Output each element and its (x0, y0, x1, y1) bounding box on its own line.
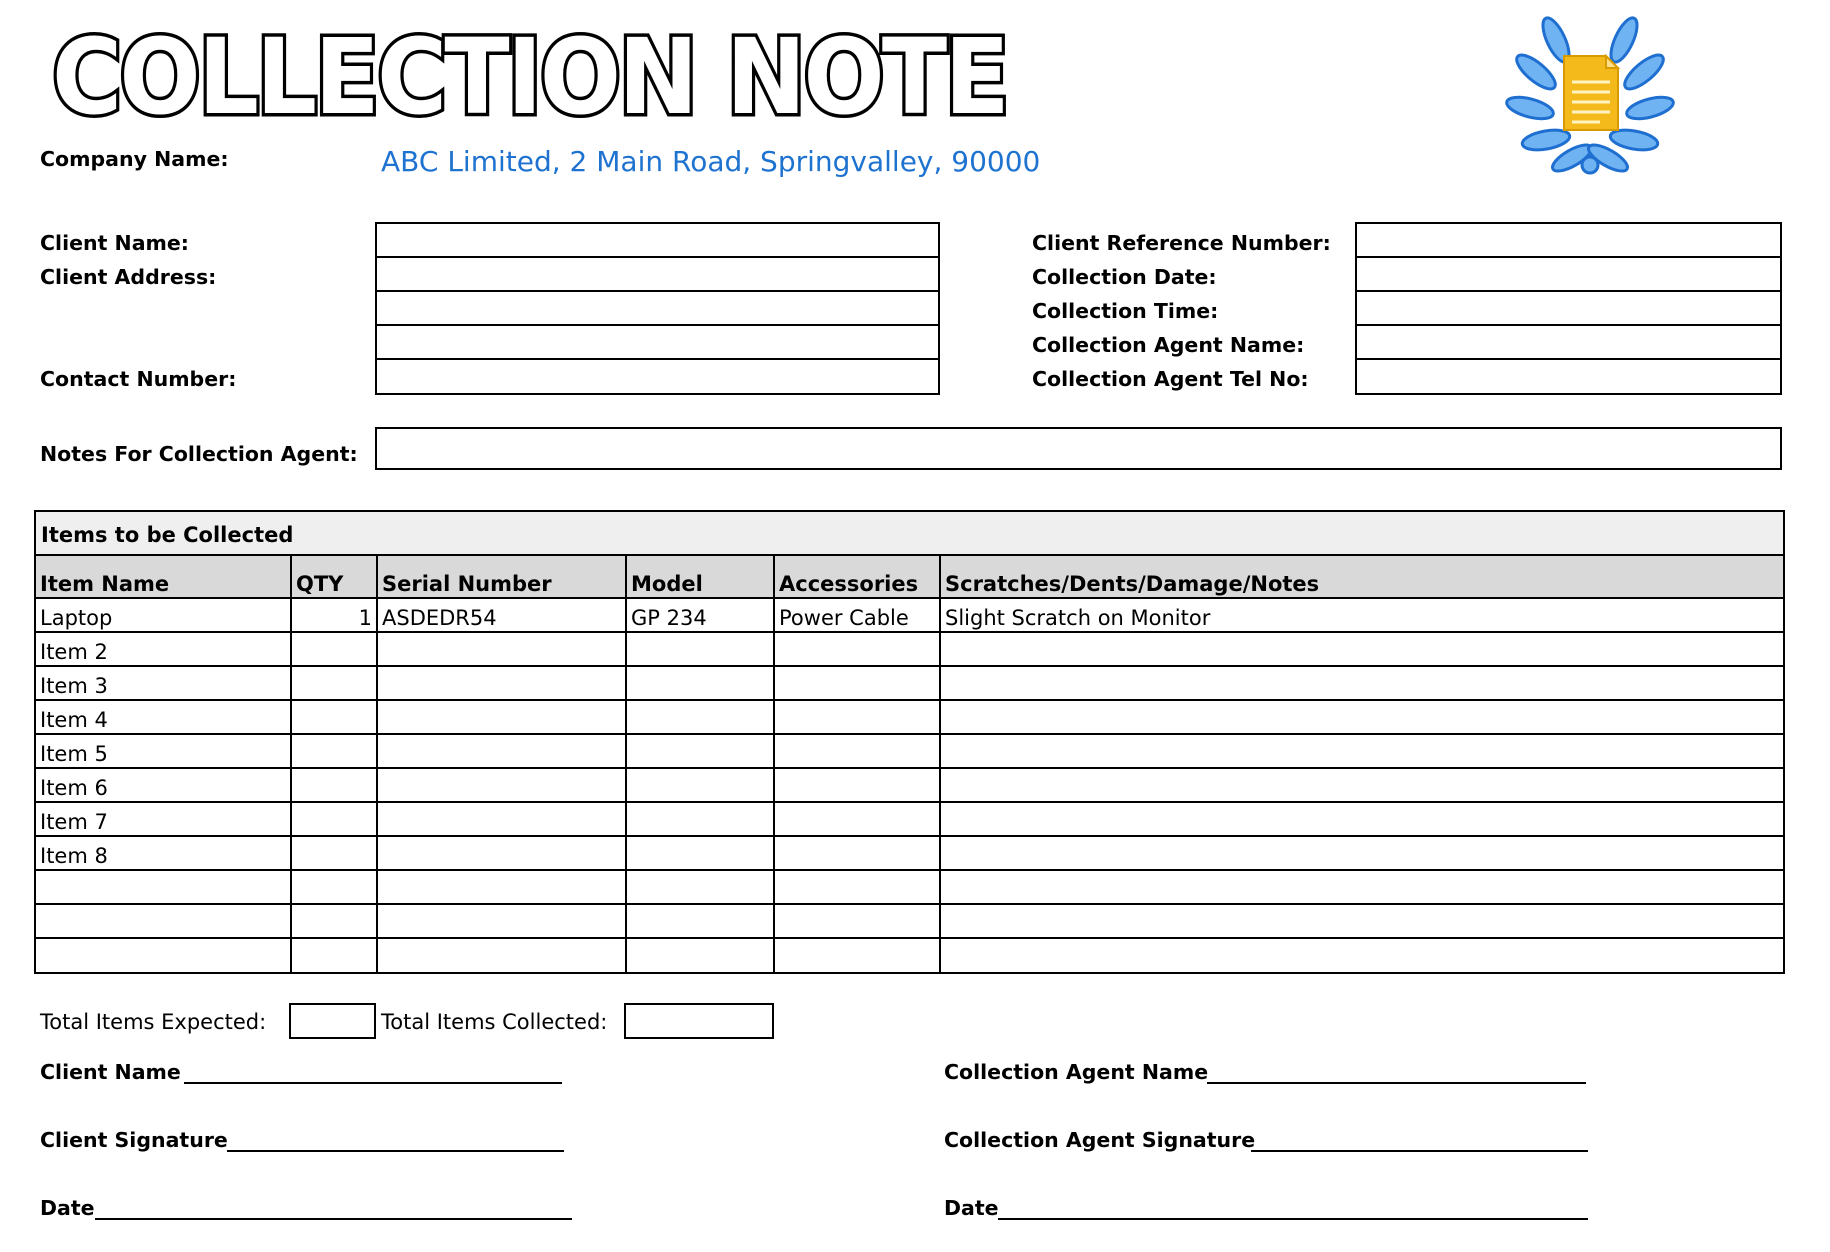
cell-accessories[interactable] (774, 870, 940, 904)
cell-item-name[interactable]: Item 2 (36, 632, 291, 666)
cell-item-name[interactable] (36, 938, 291, 972)
column-header-qty: QTY (291, 556, 377, 598)
cell-item-name[interactable]: Item 8 (36, 836, 291, 870)
cell-item-name[interactable]: Laptop (36, 598, 291, 632)
column-header-item-name: Item Name (36, 556, 291, 598)
cell-model[interactable] (626, 632, 774, 666)
cell-qty[interactable] (291, 870, 377, 904)
cell-serial-number[interactable] (377, 802, 626, 836)
table-row (36, 836, 1783, 870)
cell-item-name[interactable]: Item 4 (36, 700, 291, 734)
cell-notes[interactable] (940, 938, 1783, 972)
cell-qty[interactable] (291, 632, 377, 666)
cell-qty[interactable] (291, 734, 377, 768)
table-row (36, 734, 1783, 768)
total-items-expected-label: Total Items Expected: (40, 1010, 267, 1034)
cell-qty[interactable] (291, 802, 377, 836)
cell-model[interactable] (626, 938, 774, 972)
client-date-label: Date (40, 1196, 95, 1220)
contact-number-field[interactable] (377, 360, 938, 394)
cell-item-name[interactable]: Item 7 (36, 802, 291, 836)
cell-item-name[interactable]: Item 3 (36, 666, 291, 700)
column-header-notes: Scratches/Dents/Damage/Notes (940, 556, 1783, 598)
notes-field[interactable] (375, 427, 1782, 470)
cell-notes[interactable] (940, 666, 1783, 700)
cell-accessories[interactable]: Power Cable (774, 598, 940, 632)
cell-model[interactable]: GP 234 (626, 598, 774, 632)
cell-qty[interactable]: 1 (291, 598, 377, 632)
cell-accessories[interactable] (774, 700, 940, 734)
cell-serial-number[interactable]: ASDEDR54 (377, 598, 626, 632)
table-row (36, 666, 1783, 700)
client-name-field[interactable] (377, 224, 938, 258)
client-address-field-line-3[interactable] (377, 326, 938, 360)
collection-agent-name-label: Collection Agent Name: (1032, 333, 1305, 357)
total-items-collected-label: Total Items Collected: (381, 1010, 608, 1034)
client-address-label: Client Address: (40, 265, 217, 289)
cell-serial-number[interactable] (377, 700, 626, 734)
client-name-signature-label: Client Name (40, 1060, 181, 1084)
agent-signature-line[interactable] (1251, 1128, 1588, 1152)
client-info-fields (375, 222, 940, 395)
cell-serial-number[interactable] (377, 904, 626, 938)
cell-notes[interactable] (940, 870, 1783, 904)
agent-name-signature-label: Collection Agent Name (944, 1060, 1209, 1084)
column-header-model: Model (626, 556, 774, 598)
company-name-value: ABC Limited, 2 Main Road, Springvalley, 90000 (381, 145, 1041, 178)
cell-serial-number[interactable] (377, 768, 626, 802)
cell-model[interactable] (626, 666, 774, 700)
contact-number-label: Contact Number: (40, 367, 237, 391)
cell-serial-number[interactable] (377, 836, 626, 870)
cell-notes[interactable] (940, 632, 1783, 666)
cell-model[interactable] (626, 768, 774, 802)
collection-time-field[interactable] (1357, 292, 1780, 326)
table-row (36, 938, 1783, 972)
collection-info-fields (1355, 222, 1782, 395)
table-row (36, 598, 1783, 632)
table-row (36, 802, 1783, 836)
cell-model[interactable] (626, 700, 774, 734)
cell-accessories[interactable] (774, 632, 940, 666)
collection-agent-tel-label: Collection Agent Tel No: (1032, 367, 1309, 391)
cell-qty[interactable] (291, 836, 377, 870)
client-signature-line[interactable] (227, 1128, 564, 1152)
notes-label: Notes For Collection Agent: (40, 442, 358, 466)
items-table-caption: Items to be Collected (36, 512, 1783, 556)
cell-serial-number[interactable] (377, 870, 626, 904)
collection-agent-name-field[interactable] (1357, 326, 1780, 360)
cell-serial-number[interactable] (377, 938, 626, 972)
agent-date-label: Date (944, 1196, 999, 1220)
cell-model[interactable] (626, 836, 774, 870)
cell-notes[interactable] (940, 734, 1783, 768)
cell-accessories[interactable] (774, 836, 940, 870)
cell-notes[interactable]: Slight Scratch on Monitor (940, 598, 1783, 632)
page-title-text: COLLECTION NOTE (52, 18, 1007, 128)
cell-item-name[interactable]: Item 6 (36, 768, 291, 802)
client-name-label: Client Name: (40, 231, 189, 255)
cell-notes[interactable] (940, 802, 1783, 836)
items-header-row (36, 556, 1783, 598)
cell-serial-number[interactable] (377, 734, 626, 768)
company-name-label: Company Name: (40, 147, 229, 171)
cell-accessories[interactable] (774, 802, 940, 836)
agent-signature-label: Collection Agent Signature (944, 1128, 1256, 1152)
agent-date-line[interactable] (998, 1196, 1588, 1220)
cell-notes[interactable] (940, 768, 1783, 802)
cell-notes[interactable] (940, 836, 1783, 870)
cell-serial-number[interactable] (377, 666, 626, 700)
total-items-expected-field[interactable] (289, 1003, 376, 1039)
cell-item-name[interactable] (36, 870, 291, 904)
table-row (36, 700, 1783, 734)
cell-model[interactable] (626, 734, 774, 768)
collection-date-field[interactable] (1357, 258, 1780, 292)
cell-model[interactable] (626, 870, 774, 904)
cell-accessories[interactable] (774, 904, 940, 938)
client-date-line[interactable] (95, 1196, 572, 1220)
table-row (36, 632, 1783, 666)
cell-notes[interactable] (940, 904, 1783, 938)
client-address-field-line-1[interactable] (377, 258, 938, 292)
cell-accessories[interactable] (774, 666, 940, 700)
collection-date-label: Collection Date: (1032, 265, 1217, 289)
client-address-field-line-2[interactable] (377, 292, 938, 326)
cell-qty[interactable] (291, 768, 377, 802)
laurel-document-icon (1500, 10, 1680, 180)
cell-qty[interactable] (291, 666, 377, 700)
cell-item-name[interactable] (36, 904, 291, 938)
cell-accessories[interactable] (774, 734, 940, 768)
cell-serial-number[interactable] (377, 632, 626, 666)
agent-name-line[interactable] (1207, 1060, 1586, 1084)
client-name-line[interactable] (184, 1060, 562, 1084)
collection-agent-tel-field[interactable] (1357, 360, 1780, 394)
client-reference-label: Client Reference Number: (1032, 231, 1331, 255)
cell-model[interactable] (626, 802, 774, 836)
table-row (36, 768, 1783, 802)
cell-item-name[interactable]: Item 5 (36, 734, 291, 768)
client-reference-field[interactable] (1357, 224, 1780, 258)
cell-qty[interactable] (291, 904, 377, 938)
cell-qty[interactable] (291, 700, 377, 734)
client-signature-label: Client Signature (40, 1128, 228, 1152)
cell-notes[interactable] (940, 700, 1783, 734)
total-items-collected-field[interactable] (624, 1003, 774, 1039)
column-header-serial-number: Serial Number (377, 556, 626, 598)
cell-accessories[interactable] (774, 768, 940, 802)
cell-accessories[interactable] (774, 938, 940, 972)
page-title (52, 18, 1012, 128)
table-row (36, 904, 1783, 938)
collection-time-label: Collection Time: (1032, 299, 1219, 323)
cell-qty[interactable] (291, 938, 377, 972)
column-header-accessories: Accessories (774, 556, 940, 598)
items-table (34, 510, 1785, 974)
cell-model[interactable] (626, 904, 774, 938)
table-row (36, 870, 1783, 904)
